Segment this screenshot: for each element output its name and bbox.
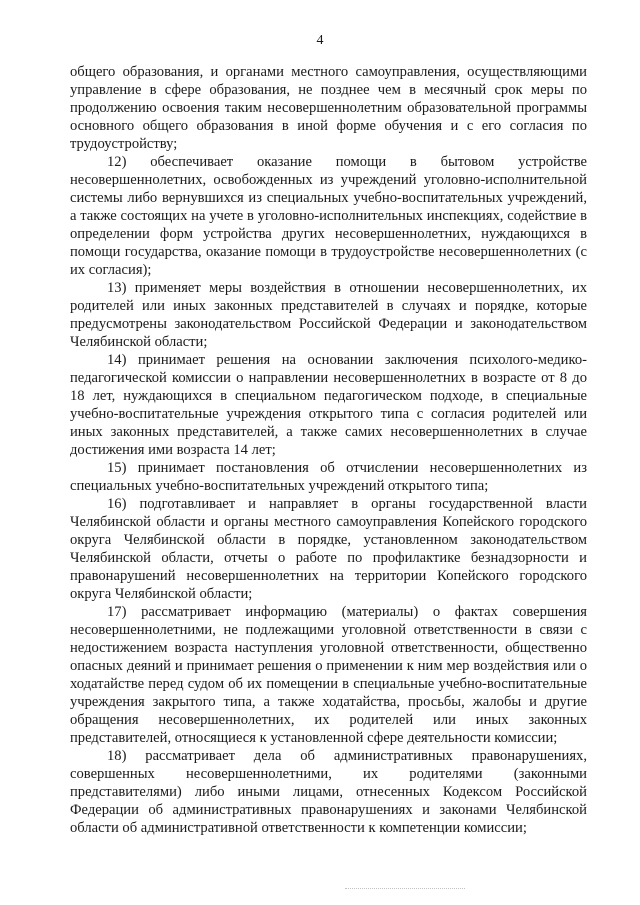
scan-artifact-line [345,888,465,891]
page-number: 4 [316,33,324,48]
paragraph-item-15: 15) принимает постановления об отчислении несовершеннолетних из специальных учебно-воспитательных учреждений открытого типа; [70,460,587,494]
paragraph-item-13: 13) применяет меры воздействия в отношении несовершеннолетних, их родителей или иных законных представителей в случаях и порядке, которые предусмотрены законодательством Российской Федерации и законодательством Челябинской области; [70,280,587,350]
paragraph-item-18: 18) рассматривает дела об административных правонарушениях, совершенных несовершеннолетними, их родителями (законными представителями) либо иными лицами, отнесенных Кодексом Российской Федерации об административных правонарушениях и законами Челябинской области об административной ответственности к компетенции комиссии; [70,748,587,836]
paragraph-item-16: 16) подготавливает и направляет в органы государственной власти Челябинской области и органы местного самоуправления Копейского городского округа Челябинской области в порядке, установленном законодательством Челябинской области, отчеты о работе по профилактике безнадзорности и правонарушений несовершеннолетних на территории Копейского городского округа Челябинской области; [70,496,587,602]
paragraph-item-14: 14) принимает решения на основании заключения психолого-медико-педагогической комиссии о направлении несовершеннолетних в возрасте от 8 до 18 лет, нуждающихся в специальном педагогическом подходе, в специальные учебно-воспитательные учреждения открытого типа с согласия родителей или иных законных представителей, а также самих несовершеннолетних в случае достижения ими возраста 14 лет; [70,352,587,458]
paragraph-continuation: общего образования, и органами местного самоуправления, осуществляющими управление в сфере образования, не позднее чем в месячный срок меры по продолжению освоения таким несовершеннолетним образовательной программы основного общего образования в иной форме обучения и с его согласия по трудоустройству; [70,64,587,152]
paragraph-item-17: 17) рассматривает информацию (материалы) о фактах совершения несовершеннолетними, не подлежащими уголовной ответственности в связи с недостижением возраста наступления уголовной ответственности, общественно опасных деяний и принимает решения о применении к ним мер воздействия или о ходатайстве перед судом об их помещении в специальные учебно-воспитательные учреждения закрытого типа, а также ходатайства, просьбы, жалобы и другие обращения несовершеннолетних, их родителей или иных законных представителей, относящиеся к установленной сфере деятельности комиссии; [70,604,587,746]
document-body [70,63,587,837]
paragraph-item-12: 12) обеспечивает оказание помощи в бытовом устройстве несовершеннолетних, освобожденных из учреждений уголовно-исполнительной системы либо вернувшихся из специальных учебно-воспитательных учреждений, а также состоящих на учете в уголовно-исполнительных инспекциях, содействие в определении форм устройства других несовершеннолетних, нуждающихся в помощи государства, оказание помощи в трудоустройстве несовершеннолетних (с их согласия); [70,154,587,278]
